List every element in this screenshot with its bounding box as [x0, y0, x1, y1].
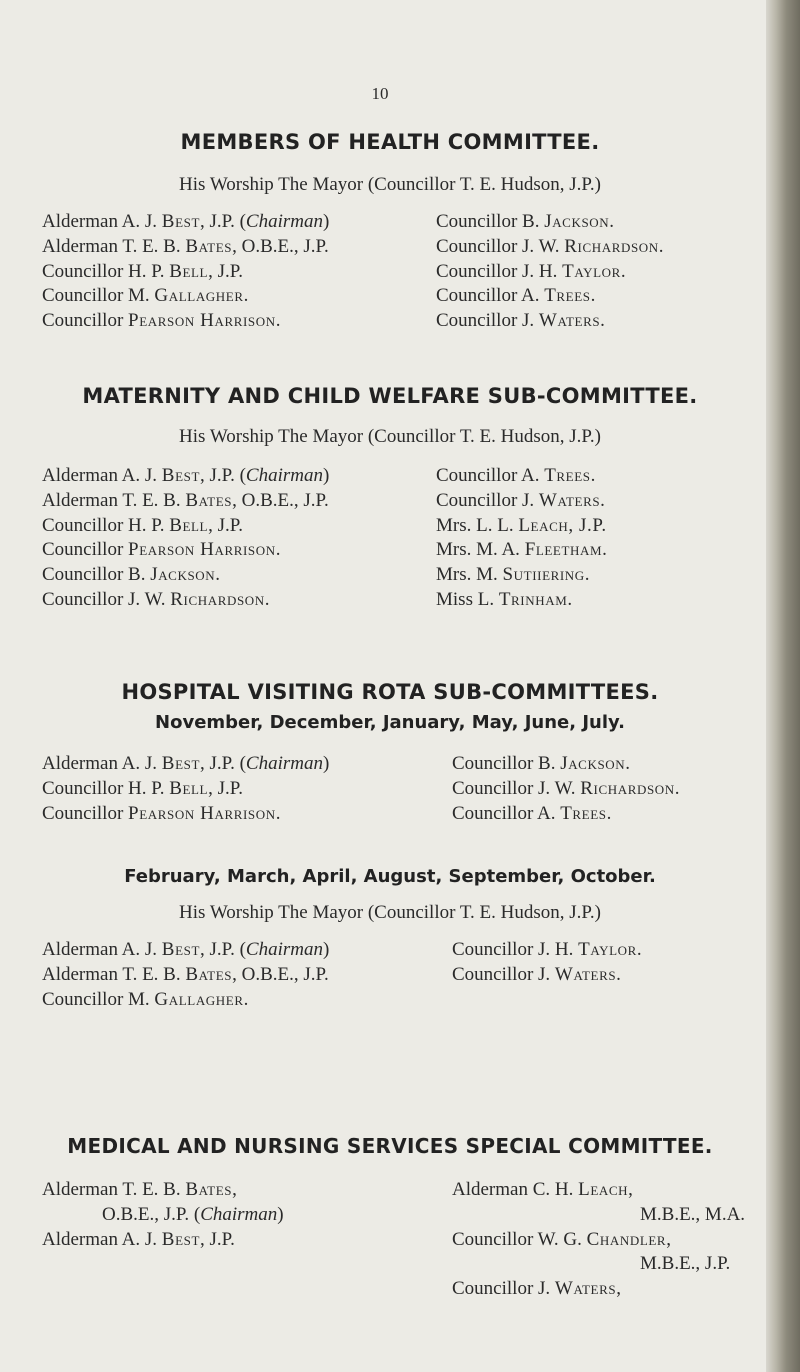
member-prefix: Alderman T. E. B. — [42, 1179, 186, 1200]
member-surname: Best — [161, 753, 200, 774]
member-surname: Leach — [578, 1179, 629, 1200]
member-prefix: O.B.E., J.P. ( — [102, 1203, 201, 1225]
member-text: Councillor B. — [42, 564, 151, 586]
member-text: , J.P. — [208, 514, 243, 536]
member-surname: Jackson. — [560, 753, 631, 774]
member-line — [436, 260, 664, 285]
member-line — [452, 777, 680, 802]
member-line — [436, 588, 608, 613]
member-surname: Gallagher. — [154, 285, 249, 307]
member-line — [42, 210, 329, 235]
member-line — [42, 489, 329, 514]
member-surname: Bates — [185, 963, 233, 985]
member-text: Mrs. M. — [436, 564, 503, 586]
hospital-p1-left-column — [42, 752, 329, 826]
member-suffix: , — [616, 1278, 621, 1300]
member-role: Chairman — [245, 939, 323, 960]
member-surname: Jackson. — [544, 211, 615, 232]
member-text: Councillor J. W. — [42, 588, 171, 610]
member-text: Alderman A. J. — [42, 211, 162, 232]
hospital-heading: HOSPITAL VISITING ROTA SUB-COMMITTEES. — [121, 680, 659, 704]
medical-member-line: M.B.E., J.P. — [640, 1253, 731, 1275]
member-surname: Waters. — [554, 963, 622, 985]
member-surname: Sutiiering. — [502, 564, 591, 586]
member-role: Chairman — [245, 465, 323, 486]
member-surname: Waters. — [538, 310, 606, 332]
member-surname: Pearson Harrison. — [128, 539, 282, 561]
member-text: Alderman T. E. B. — [42, 235, 186, 257]
member-surname: Taylor. — [578, 939, 643, 960]
medical-member-line — [452, 1228, 745, 1253]
member-text: Councillor — [42, 310, 129, 332]
member-text: , J.P. ( — [199, 211, 246, 232]
member-text: Councillor B. — [436, 211, 545, 232]
member-text: Alderman T. E. B. — [42, 963, 186, 985]
hospital-p1-right-column — [452, 752, 680, 826]
hospital-mayor-line: His Worship The Mayor (Councillor T. E. Hudson, J.P.) — [179, 902, 601, 923]
member-line — [436, 514, 608, 539]
medical-member-line — [42, 1228, 284, 1253]
health-left-column — [42, 210, 329, 334]
member-text: Councillor — [42, 802, 129, 824]
page-number: 10 — [371, 84, 389, 103]
member-surname: Chandler — [586, 1228, 667, 1250]
member-text: Councillor J. — [436, 310, 539, 332]
member-surname: Trinham. — [498, 588, 573, 610]
member-text: Councillor A. — [452, 802, 561, 824]
member-text: Councillor J. — [436, 489, 539, 511]
member-text: , J.P. — [208, 777, 243, 799]
member-surname: Pearson Harrison. — [128, 802, 282, 824]
member-suffix: , — [232, 1179, 237, 1200]
medical-member-line — [452, 1277, 745, 1302]
member-text: Councillor J. H. — [436, 260, 563, 282]
member-line — [436, 284, 664, 309]
member-text: Councillor A. — [436, 285, 545, 307]
medical-left-column — [42, 1178, 284, 1252]
member-line — [42, 963, 329, 988]
member-surname: Bates — [185, 1179, 233, 1200]
member-line — [42, 988, 329, 1013]
member-surname: Pearson Harrison. — [128, 310, 282, 332]
medical-heading: MEDICAL AND NURSING SERVICES SPECIAL COMMITTEE. — [67, 1134, 713, 1158]
member-prefix: Alderman C. H. — [452, 1179, 579, 1200]
medical-member-line — [42, 1178, 284, 1203]
member-text: Mrs. L. L. — [436, 514, 519, 536]
member-line — [436, 235, 664, 260]
member-prefix: Alderman A. J. — [42, 1228, 162, 1250]
member-line — [436, 210, 664, 235]
member-text: Councillor — [42, 539, 129, 561]
member-line — [452, 938, 642, 963]
member-text: Councillor J. — [452, 963, 555, 985]
member-line — [452, 963, 642, 988]
medical-member-line: M.B.E., M.A. — [640, 1203, 746, 1225]
member-line — [436, 489, 608, 514]
member-text: Alderman A. J. — [42, 939, 162, 960]
member-suffix: , — [628, 1179, 633, 1200]
member-text: ) — [323, 211, 330, 232]
member-suffix: ) — [277, 1203, 284, 1225]
member-surname: Richardson. — [170, 588, 271, 610]
member-line — [42, 777, 329, 802]
member-text: Alderman A. J. — [42, 465, 162, 486]
member-surname: Gallagher. — [154, 988, 249, 1010]
member-surname: Best — [161, 211, 200, 232]
member-text: Alderman T. E. B. — [42, 489, 186, 511]
member-surname: Waters — [554, 1278, 617, 1300]
member-text: , J.P. — [208, 260, 243, 282]
member-text: Councillor M. — [42, 988, 155, 1010]
member-text: Councillor A. — [436, 465, 545, 486]
member-surname: Jackson. — [150, 564, 221, 586]
health-mayor-line: His Worship The Mayor (Councillor T. E. Hudson, J.P.) — [179, 174, 601, 195]
member-surname: Best — [161, 939, 200, 960]
member-line — [436, 464, 608, 489]
member-line — [452, 752, 680, 777]
member-text: ) — [323, 753, 330, 774]
member-line — [42, 802, 329, 827]
medical-right-column — [452, 1178, 745, 1302]
maternity-right-column — [436, 464, 608, 613]
member-text: Alderman A. J. — [42, 753, 162, 774]
member-text: , J.P. ( — [199, 753, 246, 774]
member-surname: Fleetham. — [524, 539, 608, 561]
member-text: , O.B.E., J.P. — [232, 235, 329, 257]
member-text: Councillor H. P. — [42, 514, 170, 536]
member-surname: Best — [161, 1228, 200, 1250]
member-surname: Trees. — [544, 465, 596, 486]
member-line — [436, 563, 608, 588]
hospital-period-2: February, March, April, August, September, October. — [124, 866, 656, 887]
maternity-mayor-line: His Worship The Mayor (Councillor T. E. Hudson, J.P.) — [179, 426, 601, 447]
member-text: ) — [323, 939, 330, 960]
member-surname: Waters. — [538, 489, 606, 511]
member-text: Councillor J. H. — [452, 939, 579, 960]
member-role: Chairman — [200, 1203, 278, 1225]
health-committee-heading: MEMBERS OF HEALTH COMMITTEE. — [180, 130, 600, 154]
member-surname: Bell — [169, 260, 209, 282]
maternity-left-column — [42, 464, 329, 613]
medical-member-line — [452, 1178, 745, 1203]
member-surname: Taylor. — [562, 260, 627, 282]
member-role: Chairman — [245, 753, 323, 774]
member-line — [42, 938, 329, 963]
member-text: Councillor H. P. — [42, 777, 170, 799]
member-line — [42, 538, 329, 563]
member-text: Councillor H. P. — [42, 260, 170, 282]
member-text: Mrs. M. A. — [436, 539, 525, 561]
member-line — [42, 588, 329, 613]
member-text: Councillor J. W. — [452, 777, 581, 799]
member-text: , O.B.E., J.P. — [232, 963, 329, 985]
member-line — [42, 284, 329, 309]
member-surname: Bell — [169, 777, 209, 799]
member-surname: Richardson. — [580, 777, 681, 799]
hospital-period-1: November, December, January, May, June, July. — [155, 712, 625, 733]
member-suffix: , J.P. — [199, 1228, 235, 1250]
member-text: Councillor J. W. — [436, 235, 565, 257]
member-suffix: , — [666, 1228, 671, 1250]
member-text: Councillor B. — [452, 753, 561, 774]
member-surname: Bates — [185, 489, 233, 511]
member-role: Chairman — [245, 211, 323, 232]
member-prefix: Councillor J. — [452, 1278, 555, 1300]
member-line — [42, 752, 329, 777]
member-line — [42, 464, 329, 489]
health-right-column — [436, 210, 664, 334]
member-text: , J.P. ( — [199, 465, 246, 486]
member-text: ) — [323, 465, 330, 486]
member-line — [42, 235, 329, 260]
member-surname: Trees. — [544, 285, 596, 307]
maternity-heading: MATERNITY AND CHILD WELFARE SUB-COMMITTEE. — [82, 384, 698, 408]
member-surname: Trees. — [560, 802, 612, 824]
member-line — [42, 563, 329, 588]
member-line — [42, 514, 329, 539]
member-line — [436, 309, 664, 334]
hospital-p2-right-column — [452, 938, 642, 988]
member-text: Miss L. — [436, 588, 499, 610]
member-text: Councillor M. — [42, 285, 155, 307]
medical-member-line — [42, 1203, 284, 1228]
member-surname: Leach, J.P. — [518, 514, 607, 536]
member-surname: Richardson. — [564, 235, 665, 257]
member-prefix: Councillor W. G. — [452, 1228, 587, 1250]
member-line — [452, 802, 680, 827]
member-surname: Bell — [169, 514, 209, 536]
member-surname: Bates — [185, 235, 233, 257]
member-text: , J.P. ( — [199, 939, 246, 960]
member-line — [42, 260, 329, 285]
member-line — [42, 309, 329, 334]
member-line — [436, 538, 608, 563]
member-text: , O.B.E., J.P. — [232, 489, 329, 511]
member-surname: Best — [161, 465, 200, 486]
hospital-p2-left-column — [42, 938, 329, 1012]
